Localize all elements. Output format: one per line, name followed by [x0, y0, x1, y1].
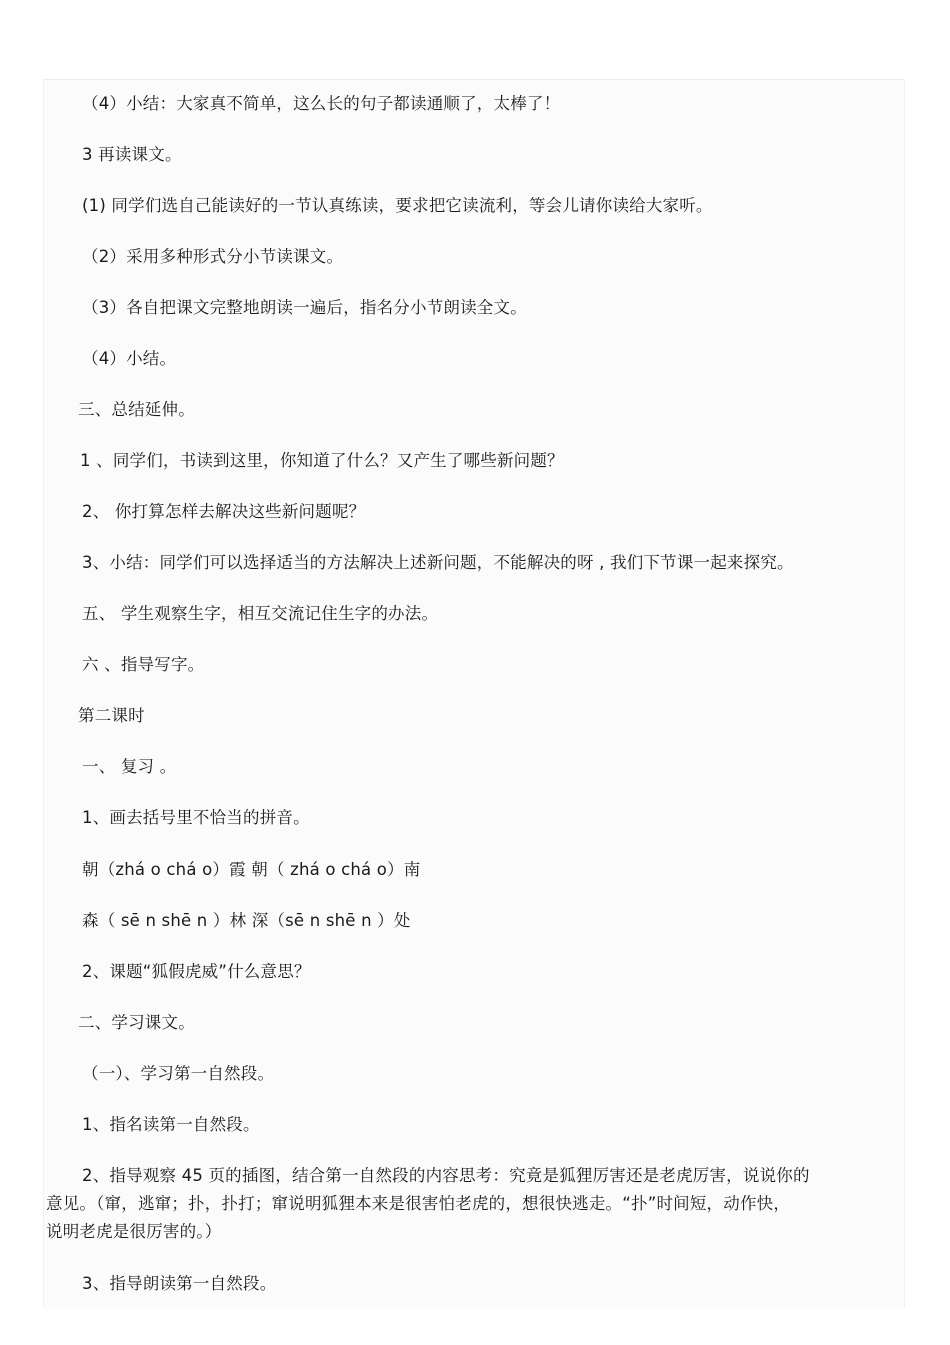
- text-line: 1、画去括号里不恰当的拼音。: [82, 808, 310, 827]
- text-line: （3）各自把课文完整地朗读一遍后，指名分小节朗读全文。: [82, 298, 527, 317]
- text-line: （4）小结：大家真不简单，这么长的句子都读通顺了，太棒了！: [82, 94, 561, 113]
- text-line: 1 、同学们，书读到这里，你知道了什么？又产生了哪些新问题？: [80, 451, 564, 470]
- text-line: （4）小结。: [82, 349, 177, 368]
- text-line: （2）采用多种形式分小节读课文。: [82, 247, 344, 266]
- text-paragraph: [46, 1162, 876, 1246]
- section-heading: 三、总结延伸。: [78, 400, 195, 419]
- text-line: 3 再读课文。: [82, 145, 182, 164]
- section-heading: 六 、指导写字。: [82, 655, 205, 674]
- text-line: 3、小结：同学们可以选择适当的方法解决上述新问题，不能解决的呀 , 我们下节课一起来探究。: [82, 553, 794, 572]
- section-heading: 二、学习课文。: [78, 1013, 195, 1032]
- text-line: 3、指导朗读第一自然段。: [82, 1274, 277, 1293]
- section-heading: 五、 学生观察生字，相互交流记住生字的办法。: [82, 604, 439, 623]
- pinyin-exercise-line: 朝（zhá o chá o）霞 朝（ zhá o chá o）南: [82, 860, 421, 879]
- lesson-heading: 第二课时: [78, 706, 145, 725]
- subsection-heading: （一）、学习第一自然段。: [82, 1064, 275, 1083]
- text-line: 2、课题“狐假虎威”什么意思？: [82, 962, 311, 981]
- text-line: 2、 你打算怎样去解决这些新问题呢？: [82, 502, 366, 521]
- paragraph-row: 说明老虎是很厉害的。）: [46, 1222, 222, 1241]
- pinyin-exercise-line: 森（ sē n shē n ）林 深（sē n shē n ）处: [82, 911, 411, 930]
- section-heading: 一、 复习 。: [82, 757, 177, 776]
- paragraph-row: 2、指导观察 45 页的插图，结合第一自然段的内容思考：究竟是狐狸厉害还是老虎厉害，说说你的: [82, 1166, 810, 1185]
- text-line: 1、指名读第一自然段。: [82, 1115, 260, 1134]
- text-line: (1) 同学们选自己能读好的一节认真练读，要求把它读流利，等会儿请你读给大家听。: [82, 196, 713, 215]
- paragraph-row: 意见。（窜，逃窜；扑，扑打；窜说明狐狸本来是很害怕老虎的，想很快逃走。“扑”时间短，动作快，: [46, 1194, 791, 1213]
